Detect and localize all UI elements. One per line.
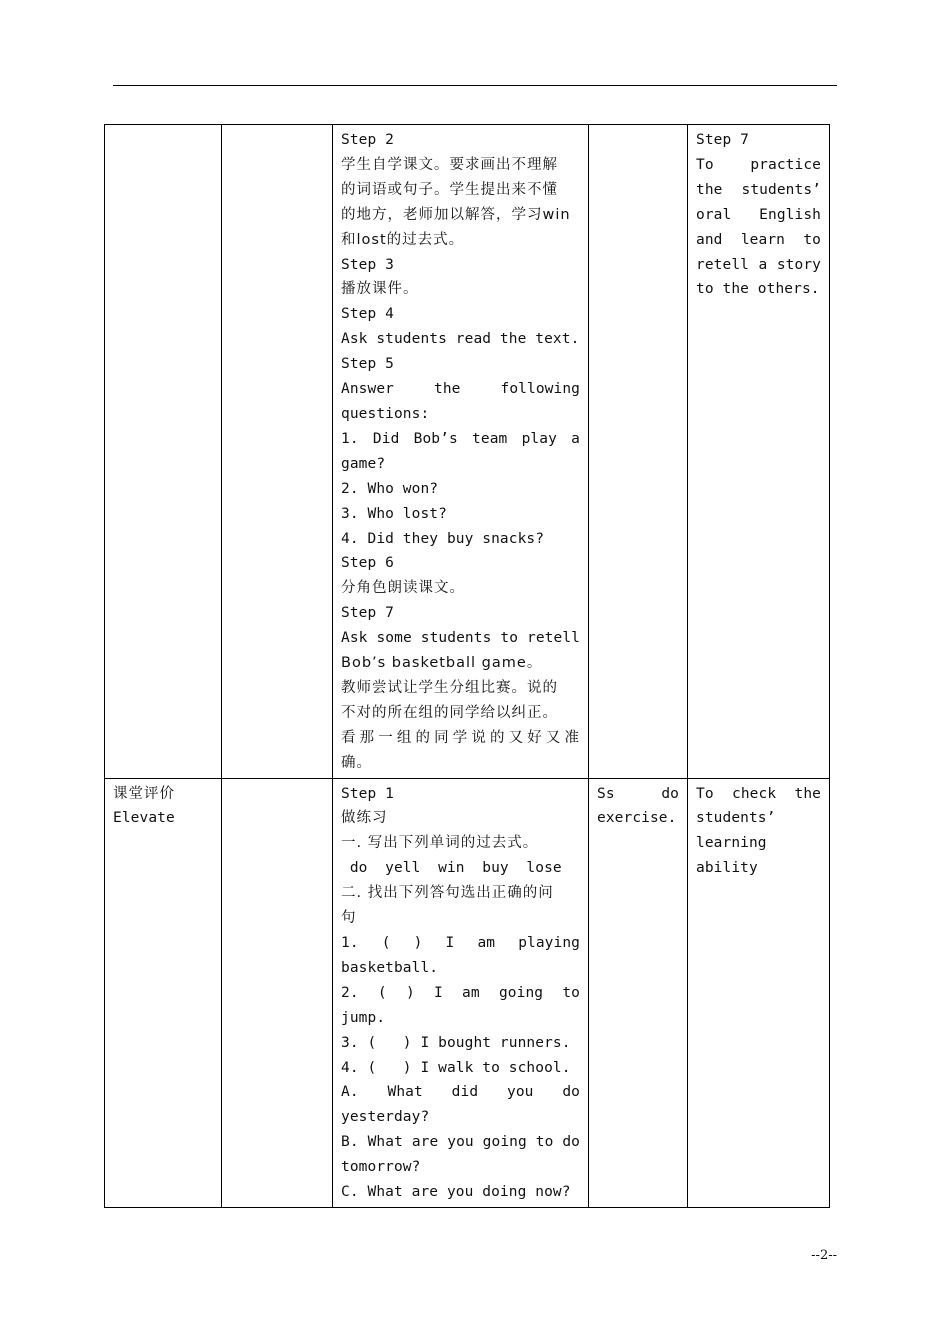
cell-line: Step 3 bbox=[341, 256, 394, 273]
cell-line: 1. Did Bob’s team play a bbox=[341, 430, 580, 447]
cell-line: Step 1 bbox=[341, 785, 394, 802]
row2-purpose-cell bbox=[688, 778, 830, 1207]
cell-line: the students’ bbox=[696, 181, 821, 198]
cell-line: 二. 找出下列答句选出正确的问 bbox=[341, 885, 554, 902]
cell-line: 的地方，老师加以解答，学习win bbox=[341, 206, 571, 223]
cell-line: 教师尝试让学生分组比赛。说的 bbox=[341, 679, 558, 696]
row2-teacher-activity-cell bbox=[333, 778, 589, 1207]
cell-line: B. What are you going to do bbox=[341, 1134, 580, 1151]
lesson-plan-table bbox=[104, 124, 830, 1208]
cell-line: Ask students read the text. bbox=[341, 331, 580, 348]
table-row bbox=[105, 125, 830, 779]
cell-line: A. What did you do bbox=[341, 1084, 580, 1101]
cell-line: ability bbox=[696, 860, 758, 877]
cell-line: Step 2 bbox=[341, 132, 394, 148]
cell-line: tomorrow? bbox=[341, 1159, 421, 1176]
cell-line: 3. ( ) I bought runners. bbox=[341, 1034, 571, 1051]
row2-student-activity-cell bbox=[589, 778, 688, 1207]
cell-line: 2. ( ) I am going to bbox=[341, 984, 580, 1001]
cell-line: Step 7 bbox=[696, 132, 749, 148]
cell-line: oral English bbox=[696, 206, 821, 223]
cell-line: do yell win buy lose bbox=[341, 860, 562, 877]
cell-line: 看那一组的同学说的又好又准 bbox=[341, 729, 580, 746]
cell-line: 和lost的过去式。 bbox=[341, 231, 465, 248]
cell-line: yesterday? bbox=[341, 1109, 430, 1126]
cell-line: and learn to bbox=[696, 231, 821, 248]
row1-time-cell bbox=[222, 125, 333, 779]
cell-line: basketball. bbox=[341, 959, 439, 976]
row2-stage-cell bbox=[105, 778, 222, 1207]
cell-line: learning bbox=[696, 835, 767, 852]
cell-line: 句 bbox=[341, 910, 357, 927]
cell-line: Step 5 bbox=[341, 356, 394, 373]
cell-line: To check the bbox=[696, 785, 821, 802]
cell-line: 分角色朗读课文。 bbox=[341, 580, 465, 597]
row1-stage-cell bbox=[105, 125, 222, 779]
cell-line: 4. Did they buy snacks? bbox=[341, 530, 545, 547]
cell-line: 一. 写出下列单词的过去式。 bbox=[341, 835, 539, 852]
cell-line: Ask some students to retell bbox=[341, 630, 580, 647]
cell-line: Step 7 bbox=[341, 605, 394, 622]
row1-teacher-activity-cell bbox=[333, 125, 589, 779]
cell-line: to the others. bbox=[696, 281, 820, 298]
cell-line: Step 4 bbox=[341, 306, 394, 323]
header-rule bbox=[113, 85, 837, 86]
page-number: --2-- bbox=[811, 1248, 837, 1263]
cell-line: Bob’s basketball game。 bbox=[341, 655, 543, 672]
cell-line: Answer the following bbox=[341, 381, 580, 398]
row1-purpose-cell bbox=[688, 125, 830, 779]
table-row bbox=[105, 778, 830, 1207]
cell-line: jump. bbox=[341, 1009, 386, 1026]
cell-line: retell a story bbox=[696, 256, 821, 273]
cell-line: 4. ( ) I walk to school. bbox=[341, 1059, 571, 1076]
cell-line: 3. Who lost? bbox=[341, 505, 447, 522]
cell-line: To practice bbox=[696, 156, 821, 173]
cell-line: 播放课件。 bbox=[341, 281, 419, 298]
cell-line: C. What are you doing now? bbox=[341, 1184, 571, 1201]
cell-line: 做练习 bbox=[341, 810, 388, 827]
row1-student-activity-cell bbox=[589, 125, 688, 779]
cell-line: Elevate bbox=[113, 810, 175, 827]
cell-line: students’ bbox=[696, 810, 776, 827]
cell-line: 1. ( ) I am playing bbox=[341, 935, 580, 951]
cell-line: 课堂评价 bbox=[113, 785, 175, 802]
cell-line: 2. Who won? bbox=[341, 480, 439, 497]
cell-line: 确。 bbox=[341, 754, 372, 771]
row2-time-cell bbox=[222, 778, 333, 1207]
cell-line: 不对的所在组的同学给以纠正。 bbox=[341, 704, 558, 721]
cell-line: exercise. bbox=[597, 810, 677, 827]
cell-line: 的词语或句子。学生提出来不懂 bbox=[341, 181, 558, 198]
cell-line: Ss do bbox=[597, 785, 679, 802]
cell-line: Step 6 bbox=[341, 555, 394, 572]
cell-line: game? bbox=[341, 455, 386, 472]
cell-line: 学生自学课文。要求画出不理解 bbox=[341, 156, 558, 173]
cell-line: questions: bbox=[341, 405, 430, 422]
